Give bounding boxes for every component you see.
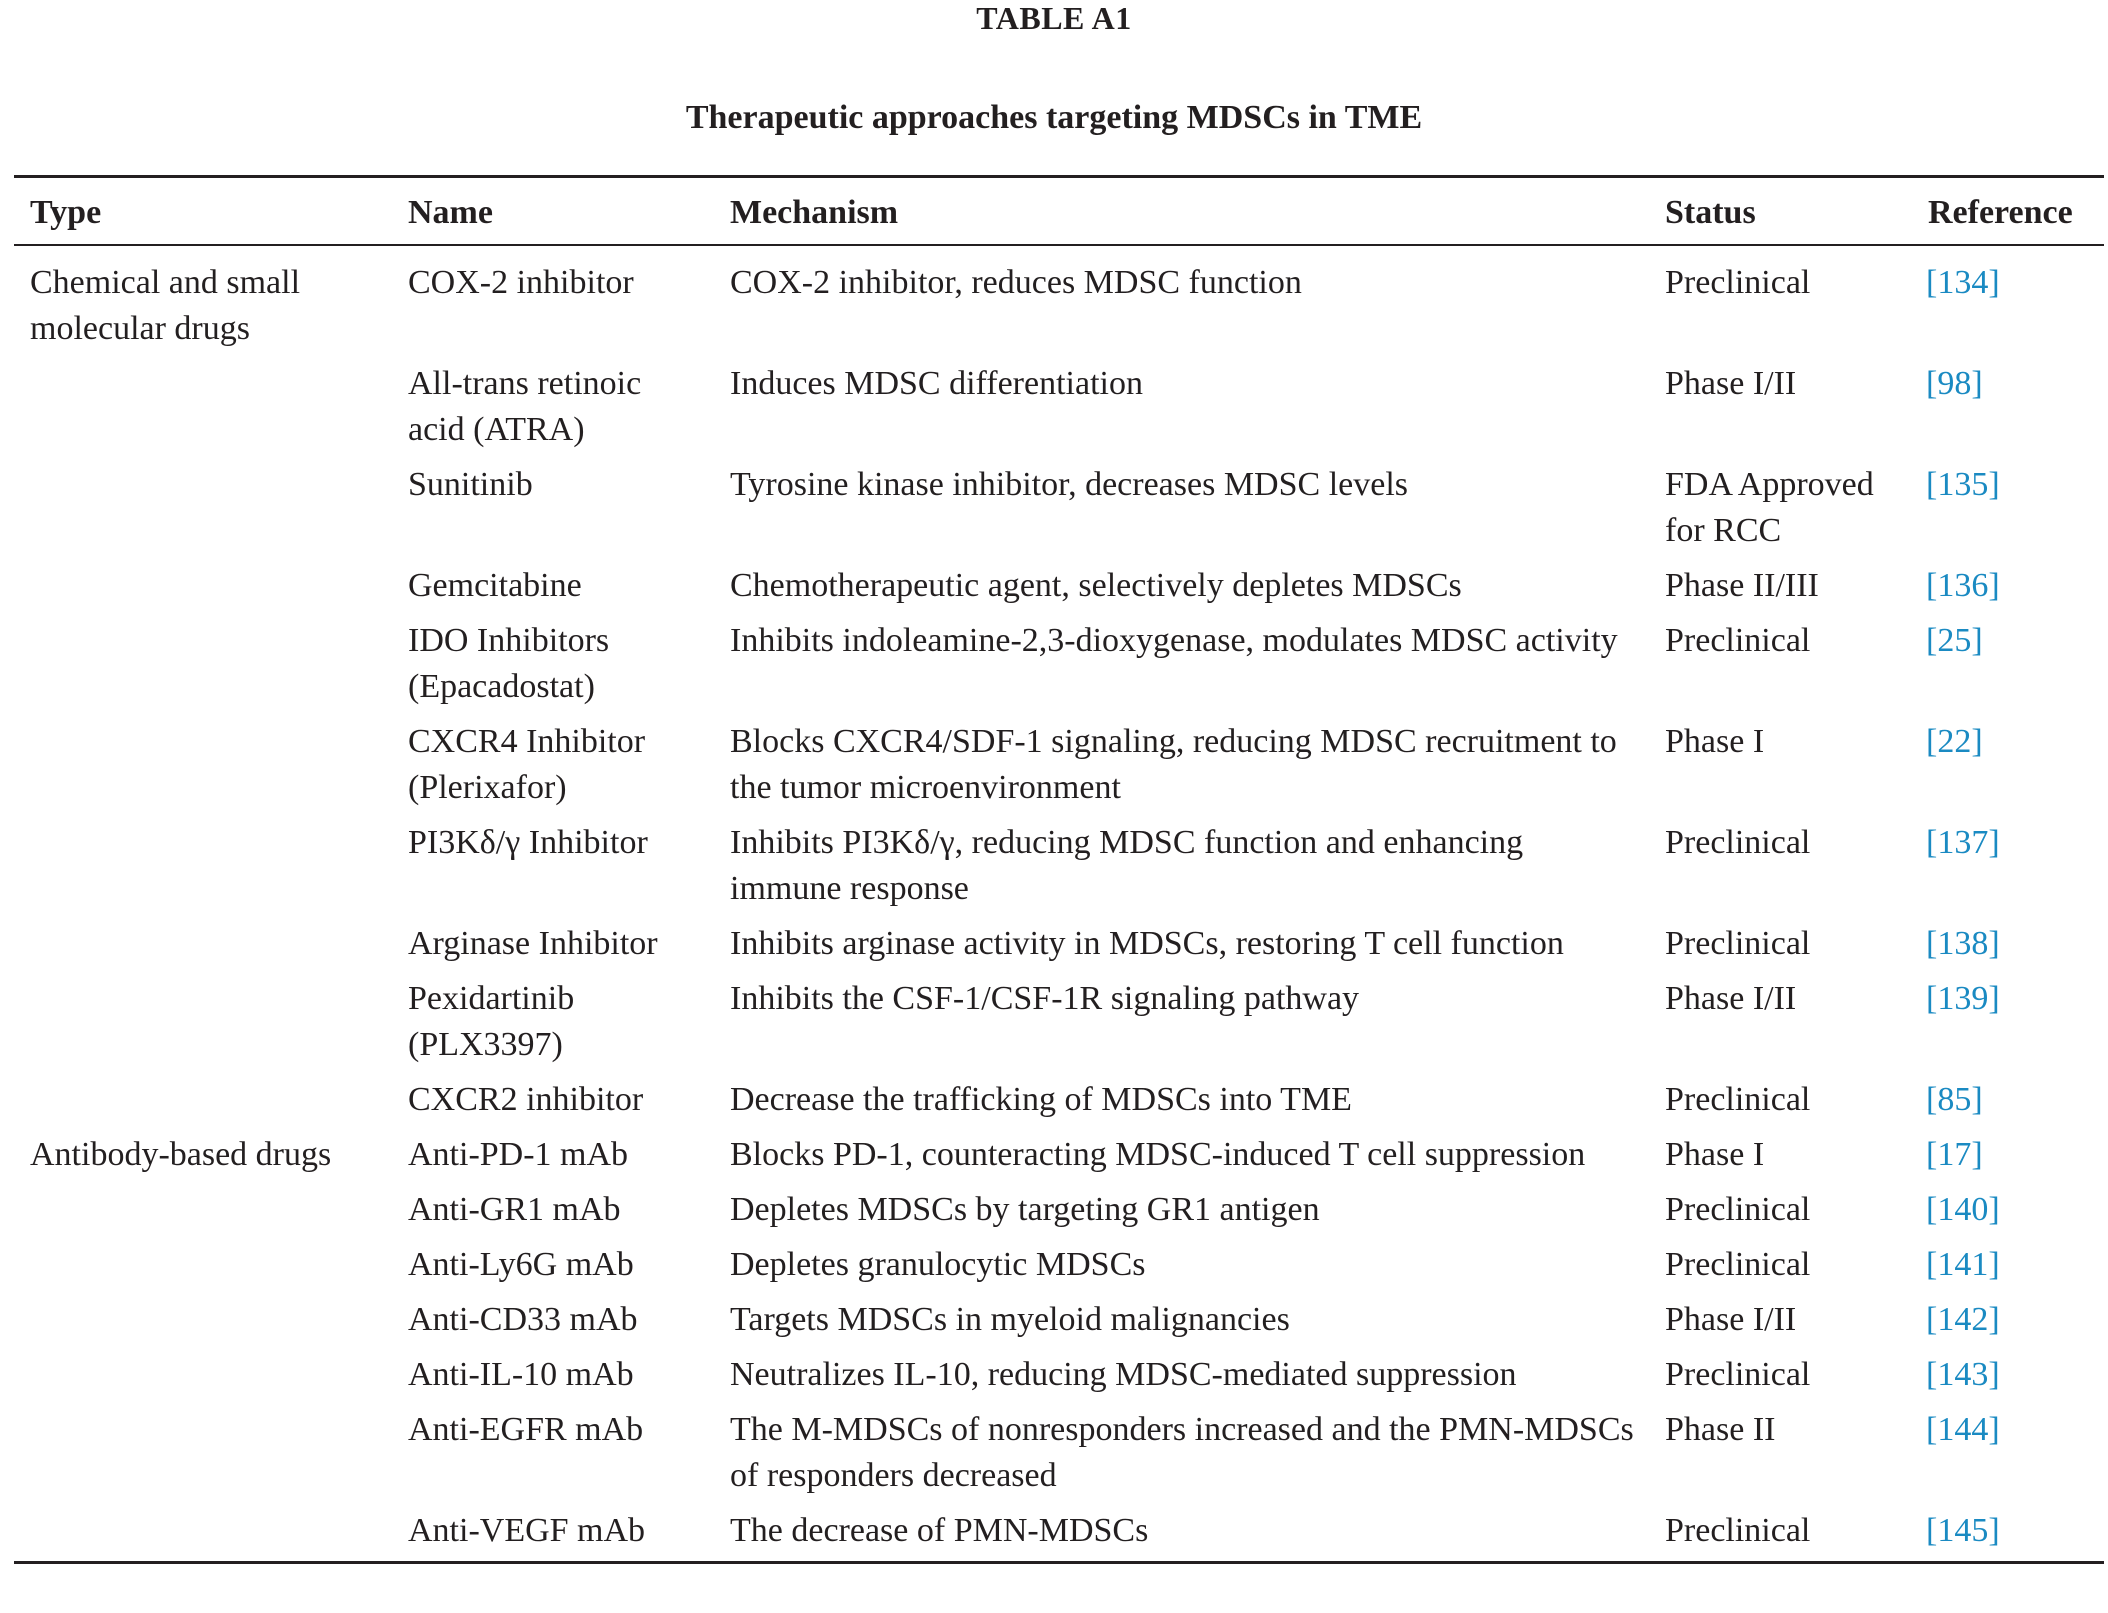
status-cell: Preclinical [1665,1081,1811,1118]
reference-close-bracket: ] [1988,824,2000,861]
name-cell: Anti-IL-10 mAb [408,1356,634,1393]
reference-link[interactable]: 145 [1937,1512,1989,1549]
reference-close-bracket: ] [1971,1081,1983,1118]
reference-open-bracket: [ [1926,1512,1938,1549]
table-row [14,1350,2104,1405]
table-row [14,1075,2104,1130]
status-cell: Phase I/II [1665,980,1797,1017]
status-cell: Preclinical [1665,622,1811,659]
reference-open-bracket: [ [1926,980,1938,1017]
reference-open-bracket: [ [1926,365,1938,402]
type-cell [14,1185,392,1240]
header-mechanism: Mechanism [730,194,899,231]
reference-open-bracket: [ [1926,1136,1938,1173]
reference-cell [1912,1405,2104,1506]
mechanism-cell: Depletes MDSCs by targeting GR1 antigen [730,1191,1320,1228]
type-cell [14,1075,392,1130]
type-cell: Antibody-based drugs [30,1136,332,1173]
mechanism-cell: The M-MDSCs of nonresponders increased and the PMN-MDSCs of responders decreased [730,1411,1634,1494]
mechanism-cell: Targets MDSCs in myeloid malignancies [730,1301,1290,1338]
status-cell: Preclinical [1665,1512,1811,1549]
status-cell: Preclinical [1665,925,1811,962]
status-cell: Phase I/II [1665,1301,1797,1338]
name-cell: Anti-CD33 mAb [408,1301,638,1338]
reference-close-bracket: ] [1971,622,1983,659]
mechanism-cell: The decrease of PMN-MDSCs [730,1512,1149,1549]
reference-cell [1912,919,2104,974]
reference-cell [1912,1185,2104,1240]
name-cell: Pexidartinib (PLX3397) [408,980,575,1063]
mechanism-cell: Inhibits arginase activity in MDSCs, restoring T cell function [730,925,1564,962]
reference-cell [1912,616,2104,717]
status-cell: Phase I [1665,1136,1765,1173]
name-cell: Sunitinib [408,466,533,503]
mechanism-cell: Depletes granulocytic MDSCs [730,1246,1146,1283]
table-row [14,460,2104,561]
table-label: TABLE A1 [976,0,1132,36]
reference-open-bracket: [ [1926,1246,1938,1283]
table-caption: Therapeutic approaches targeting MDSCs in TME [685,99,1423,136]
table-row [14,717,2104,818]
type-cell [14,974,392,1075]
therapeutic-approaches-table [14,175,2104,1564]
mechanism-cell: Inhibits the CSF-1/CSF-1R signaling pathway [730,980,1360,1017]
name-cell: COX-2 inhibitor [408,264,634,301]
name-cell: Anti-Ly6G mAb [408,1246,634,1283]
reference-close-bracket: ] [1988,567,2000,604]
reference-close-bracket: ] [1971,1136,1983,1173]
name-cell: Anti-VEGF mAb [408,1512,646,1549]
reference-link[interactable]: 98 [1937,365,1972,402]
type-cell [14,561,392,616]
type-cell [14,1350,392,1405]
status-cell: Preclinical [1665,1356,1811,1393]
reference-open-bracket: [ [1926,466,1938,503]
reference-close-bracket: ] [1988,1191,2000,1228]
reference-link[interactable]: 139 [1937,980,1989,1017]
reference-open-bracket: [ [1926,1411,1938,1448]
status-cell: Preclinical [1665,1191,1811,1228]
mechanism-cell: Chemotherapeutic agent, selectively depletes MDSCs [730,567,1462,604]
name-cell: Anti-GR1 mAb [408,1191,621,1228]
reference-link[interactable]: 25 [1937,622,1972,659]
table-row [14,919,2104,974]
reference-cell [1912,1295,2104,1350]
reference-cell [1912,974,2104,1075]
status-cell: Preclinical [1665,824,1811,861]
mechanism-cell: Inhibits indoleamine-2,3-dioxygenase, modulates MDSC activity [730,622,1618,659]
type-cell: Chemical and small molecular drugs [30,264,301,347]
reference-open-bracket: [ [1926,925,1938,962]
mechanism-cell: Blocks PD-1, counteracting MDSC-induced T cell suppression [730,1136,1586,1173]
status-cell: Preclinical [1665,264,1811,301]
mechanism-cell: Tyrosine kinase inhibitor, decreases MDSC levels [730,466,1409,503]
reference-cell [1912,1350,2104,1405]
type-cell [14,460,392,561]
name-cell: Anti-PD-1 mAb [408,1136,629,1173]
reference-close-bracket: ] [1988,466,2000,503]
type-cell [14,1506,392,1563]
reference-link[interactable]: 144 [1937,1411,1989,1448]
reference-close-bracket: ] [1988,1246,2000,1283]
table-row [14,1240,2104,1295]
reference-cell [1912,561,2104,616]
reference-cell [1912,717,2104,818]
reference-open-bracket: [ [1926,567,1938,604]
name-cell: Gemcitabine [408,567,582,604]
status-cell: Phase I/II [1665,365,1797,402]
table-header-row [14,177,2104,246]
type-cell [14,616,392,717]
name-cell: PI3Kδ/γ Inhibitor [408,824,648,861]
reference-open-bracket: [ [1926,1301,1938,1338]
reference-link[interactable]: 22 [1937,723,1972,760]
reference-open-bracket: [ [1926,1191,1938,1228]
header-status: Status [1665,194,1756,231]
table-row [14,974,2104,1075]
mechanism-cell: Induces MDSC differentiation [730,365,1143,402]
header-reference: Reference [1928,194,2073,231]
table-row [14,1295,2104,1350]
reference-close-bracket: ] [1988,1512,2000,1549]
table-row [14,1506,2104,1563]
reference-close-bracket: ] [1988,980,2000,1017]
name-cell: IDO Inhibitors (Epacadostat) [408,622,610,705]
status-cell: Phase II [1665,1411,1776,1448]
reference-open-bracket: [ [1926,723,1938,760]
reference-cell [1912,1075,2104,1130]
reference-close-bracket: ] [1988,1301,2000,1338]
name-cell: All-trans retinoic acid (ATRA) [408,365,642,448]
reference-link[interactable]: 140 [1937,1191,1989,1228]
reference-close-bracket: ] [1988,1411,2000,1448]
reference-open-bracket: [ [1926,1356,1938,1393]
reference-cell [1912,359,2104,460]
reference-close-bracket: ] [1971,365,1983,402]
mechanism-cell: Neutralizes IL-10, reducing MDSC-mediated suppression [730,1356,1517,1393]
table-body [14,245,2104,1563]
reference-close-bracket: ] [1988,1356,2000,1393]
status-cell: Phase I [1665,723,1765,760]
reference-open-bracket: [ [1926,1081,1938,1118]
reference-cell [1912,1130,2104,1185]
table-row [14,561,2104,616]
reference-open-bracket: [ [1926,824,1938,861]
reference-link[interactable]: 137 [1937,824,1989,861]
reference-open-bracket: [ [1926,622,1938,659]
reference-cell [1912,245,2104,359]
name-cell: CXCR2 inhibitor [408,1081,644,1118]
table-row [14,1405,2104,1506]
name-cell: Arginase Inhibitor [408,925,658,962]
type-cell [14,359,392,460]
type-cell [14,1240,392,1295]
type-cell [14,717,392,818]
type-cell [14,818,392,919]
table-row [14,245,2104,359]
reference-link[interactable]: 85 [1937,1081,1972,1118]
status-cell: FDA Approved for RCC [1665,466,1874,549]
reference-link[interactable]: 143 [1937,1356,1989,1393]
reference-close-bracket: ] [1971,723,1983,760]
status-cell: Preclinical [1665,1246,1811,1283]
reference-link[interactable]: 135 [1937,466,1989,503]
header-name: Name [408,194,493,231]
table-row [14,359,2104,460]
type-cell [14,1295,392,1350]
reference-cell [1912,460,2104,561]
reference-link[interactable]: 136 [1937,567,1989,604]
reference-link[interactable]: 141 [1937,1246,1989,1283]
reference-link[interactable]: 17 [1937,1136,1972,1173]
reference-cell [1912,1240,2104,1295]
table-row [14,1130,2104,1185]
reference-cell [1912,1506,2104,1563]
mechanism-cell: Inhibits PI3Kδ/γ, reducing MDSC function and enhancing immune response [730,824,1524,907]
mechanism-cell: COX-2 inhibitor, reduces MDSC function [730,264,1302,301]
header-type: Type [30,194,102,231]
type-cell [14,1405,392,1506]
status-cell: Phase II/III [1665,567,1819,604]
reference-link[interactable]: 142 [1937,1301,1989,1338]
reference-close-bracket: ] [1988,264,2000,301]
reference-open-bracket: [ [1926,264,1938,301]
mechanism-cell: Decrease the trafficking of MDSCs into TME [730,1081,1352,1118]
name-cell: Anti-EGFR mAb [408,1411,644,1448]
reference-link[interactable]: 138 [1937,925,1989,962]
table-row [14,1185,2104,1240]
reference-link[interactable]: 134 [1937,264,1989,301]
table-row [14,818,2104,919]
mechanism-cell: Blocks CXCR4/SDF-1 signaling, reducing MDSC recruitment to the tumor microenvironment [730,723,1617,806]
table-row [14,616,2104,717]
name-cell: CXCR4 Inhibitor (Plerixafor) [408,723,646,806]
reference-cell [1912,818,2104,919]
type-cell [14,919,392,974]
reference-close-bracket: ] [1988,925,2000,962]
